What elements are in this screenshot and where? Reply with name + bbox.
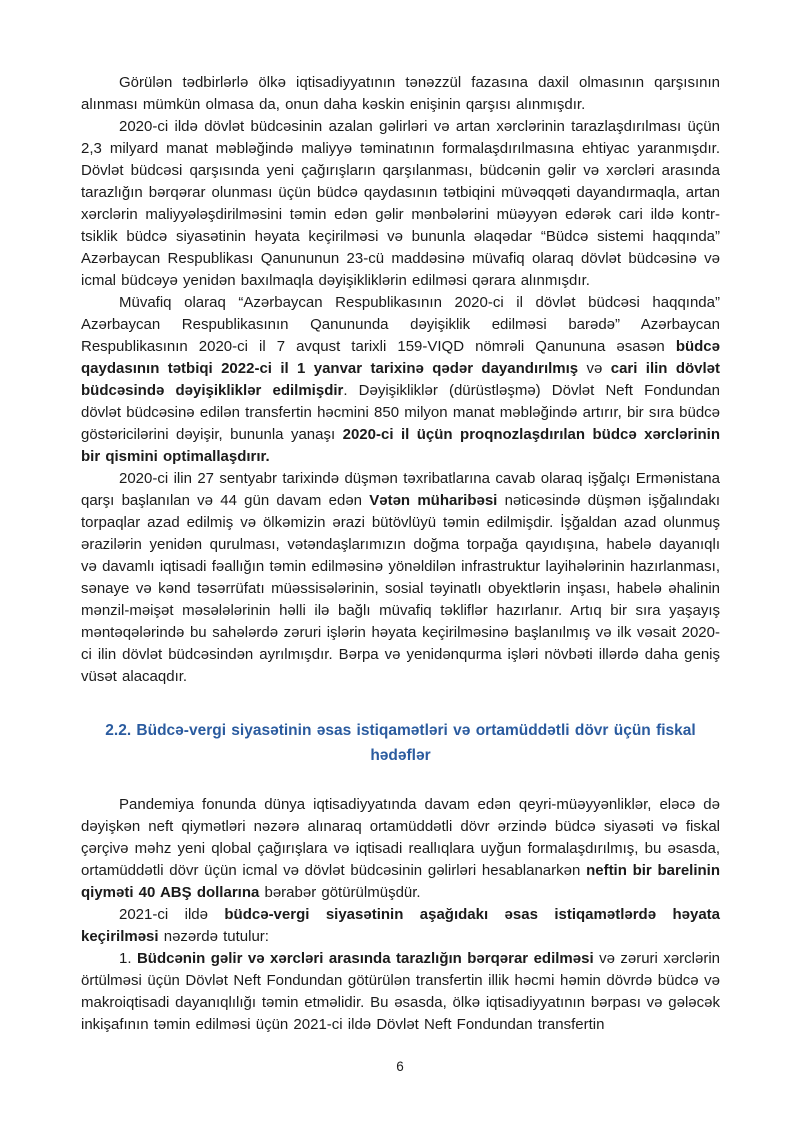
paragraph: 2020-ci ildə dövlət büdcəsinin azalan gəlirləri və artan xərclərinin tarazlaşdırılması üçün 2,3 milyard manat məbləğində maliyyə təminatının formalaşdırılmasına ehtiyac yaranmışdır. Dövlət büdcəsi qarşısında yeni çağırışların qarşılanması, büdcənin gəlir və xərcləri arasında tarazlığın bərqərar olunması üçün büdcə qaydasının tətbiqini müvəqqəti dayandırmaqla, artan xərclərin maliyyələşdirilməsini təmin edən gəlir mənbələrini müəyyən edərək cari ildə kontr-tsiklik büdcə siyasətinin həyata keçirilməsi və bununla əlaqədar “Büdcə sistemi haqqında” Azərbaycan Respublikası Qanununun 23-cü maddəsinə müvafiq olaraq dövlət büdcəsinə və icmal büdcəyə yenidən baxılmaqla dəyişikliklərin edilməsi qərara alınmışdır. <box>81 118 720 289</box>
paragraph: Pandemiya fonunda dünya iqtisadiyyatında davam edən qeyri-müəyyənliklər, eləcə də dəyişkən neft qiymətləri nəzərə alınaraq ortamüddətli dövr ərzində büdcə siyasəti və fiskal çərçivə məhz yeni qlobal çağırışlara və iqtisadi reallıqlara uyğun formalaşdırılmış, bu əsasda, ortamüddətli dövr üçün icmal və dövlət büdcəsinin gəlirləri hesablanarkən neftin bir barelinin qiyməti 40 ABŞ dollarına bərabər götürülmüşdür. <box>81 796 721 901</box>
document-body <box>81 72 720 1036</box>
paragraph: Görülən tədbirlərlə ölkə iqtisadiyyatının tənəzzül fazasına daxil olmasının qarşısının alınması mümkün olmasa da, onun daha kəskin enişinin qarşısı alınmışdır. <box>81 74 720 113</box>
page-number: 6 <box>396 1059 404 1074</box>
paragraph: Müvafiq olaraq “Azərbaycan Respublikasının 2020-ci il dövlət büdcəsi haqqında” Azərbaycan Respublikasının Qanununda dəyişiklik edilməsi barədə” Azərbaycan Respublikasının 2020-ci il 7 avqust tarixli 159-VIQD nömrəli Qanununa əsasən büdcə qaydasının tətbiqi 2022-ci il 1 yanvar tarixinə qədər dayandırılmış və cari ilin dövlət büdcəsində dəyişikliklər edilmişdir. Dəyişikliklər (dürüstləşmə) Dövlət Neft Fondundan dövlət büdcəsinə edilən transfertin həcmini 850 milyon manat məbləğində artırır, bir sıra büdcə göstəricilərini dəyişir, bununla yanaşı 2020-ci il üçün proqnozlaşdırılan büdcə xərclərinin bir qismini optimallaşdırır. <box>81 294 720 465</box>
paragraph: 2020-ci ilin 27 sentyabr tarixində düşmən təxribatlarına cavab olaraq işğalçı Ermənistana qarşı başlanılan və 44 gün davam edən Vətən müharibəsi nəticəsində düşmən işğalındakı torpaqlar azad edilmiş və ölkəmizin ərazi bütövlüyü təmin edilmişdir. İşğaldan azad olunmuş ərazilərin yenidən qurulması, vətəndaşlarımızın doğma torpağa qayıdışına, habelə dayanıqlı və davamlı iqtisadi fəallığın təmin edilməsinə yönəldilən infrastruktur layihələrinin hazırlanması, sənaye və kənd təsərrüfatı müəssisələrinin, sosial təyinatlı obyektlərin inşası, habelə əhalinin mənzil-məişət məsələlərinin həlli ilə bağlı müvafiq təkliflər hazırlanır. Artıq bir sıra yaşayış məntəqələrində bu sahələrdə zəruri işlərin həyata keçirilməsinə başlanılmış və ilk vəsait 2020-ci ilin dövlət büdcəsindən ayrılmışdır. Bərpa və yenidənqurma işləri növbəti illərdə daha geniş vüsət alacaqdır. <box>81 470 720 685</box>
numbered-paragraph: 1. Büdcənin gəlir və xərcləri arasında tarazlığın bərqərar edilməsi və zəruri xərclərin örtülməsi üçün Dövlət Neft Fondundan götürülən transfertin illik həcmi həmin dövrdə büdcə və makroiqtisadi dayanıqlılığı təmin etməlidir. Bu əsasda, ölkə iqtisadiyyatının bərpası və gələcək inkişafının təmin edilməsi üçün 2021-ci ildə Dövlət Neft Fondundan transfertin <box>81 950 720 1033</box>
section-heading: 2.2. Büdcə-vergi siyasətinin əsas istiqamətləri və ortamüddətli dövr üçün fiskal hədəflər <box>105 722 696 764</box>
paragraph: 2021-ci ildə büdcə-vergi siyasətinin aşağıdakı əsas istiqamətlərdə həyata keçirilməsi nəzərdə tutulur: <box>81 906 720 945</box>
